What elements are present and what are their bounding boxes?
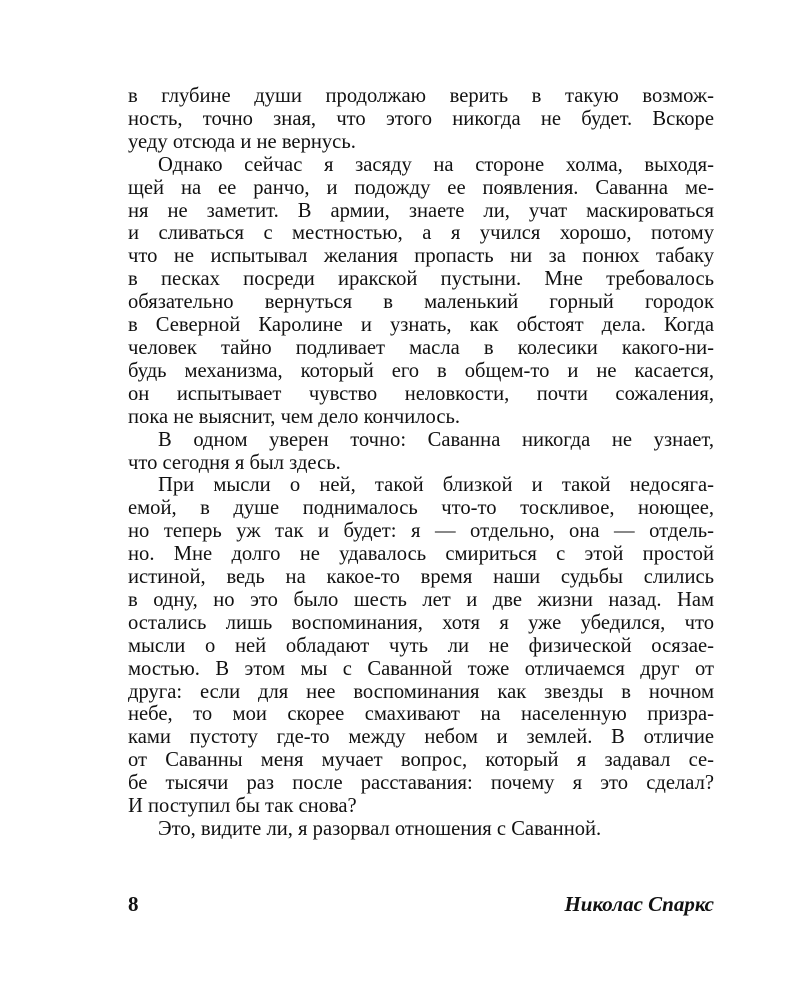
text-line: ками пустоту где-то между небом и землей. В отличие	[128, 726, 714, 749]
text-line: В одном уверен точно: Саванна никогда не узнает,	[158, 428, 714, 451]
text-line: человек тайно подливает масла в колесики какого-ни-	[128, 336, 714, 359]
text-line: обязательно вернуться в маленький горный городок	[128, 291, 714, 314]
text-line: Это, видите ли, я разорвал отношения с Саванной.	[158, 818, 602, 840]
text-line: небе, то мои скорее смахивают на населенную призра-	[128, 703, 714, 726]
text-line: И поступил бы так снова?	[128, 795, 357, 818]
text-line: и сливаться с местностью, а я учился хорошо, потому	[128, 222, 714, 245]
page-number: 8	[128, 892, 139, 916]
text-line: будь механизма, который его в общем-то и не касается,	[128, 359, 714, 382]
text-line: но теперь уж так и будет: я — отдельно, она — отдель-	[128, 520, 714, 543]
text-line: в глубине души продолжаю верить в такую возмож-	[128, 85, 714, 107]
text-line: в Северной Каролине и узнать, как обстоят дела. Когда	[128, 314, 714, 337]
text-line: бе тысячи раз после расставания: почему я это сделал?	[128, 772, 714, 795]
running-author: Николас Спаркс	[564, 892, 714, 916]
text-line: уеду отсюда и не вернусь.	[128, 130, 356, 153]
text-line: пока не выяснит, чем дело кончилось.	[128, 405, 461, 428]
text-line: что не испытывал желания пропасть ни за понюх табаку	[128, 245, 714, 268]
text-line: он испытывает чувство неловкости, почти сожаления,	[128, 382, 714, 405]
text-line: ность, точно зная, что этого никогда не будет. Вскоре	[128, 107, 714, 130]
text-line: щей на ее ранчо, и подожду ее появления. Саванна ме-	[128, 176, 714, 199]
page-body	[128, 85, 714, 841]
text-line: в одну, но это было шесть лет и две жизни назад. Нам	[128, 588, 714, 611]
text-line: мысли о ней обладают чуть ли не физической осязае-	[128, 634, 714, 657]
text-line: ня не заметит. В армии, знаете ли, учат маскироваться	[128, 199, 714, 222]
text-line: истиной, ведь на какое-то время наши судьбы слились	[128, 566, 714, 589]
text-line: При мысли о ней, такой близкой и такой недосяга-	[158, 474, 714, 497]
text-line: емой, в душе поднималось что-то тоскливое, ноющее,	[128, 497, 714, 520]
text-line: что сегодня я был здесь.	[128, 451, 341, 474]
page-footer	[128, 892, 714, 916]
text-line: но. Мне долго не удавалось смириться с этой простой	[128, 543, 714, 566]
text-line: Однако сейчас я засяду на стороне холма, выходя-	[158, 153, 714, 176]
text-line: в песках посреди иракской пустыни. Мне требовалось	[128, 268, 714, 291]
text-line: мостью. В этом мы с Саванной тоже отличаемся друг от	[128, 657, 714, 680]
body-text	[128, 85, 714, 841]
text-line: остались лишь воспоминания, хотя я уже убедился, что	[128, 611, 714, 634]
text-line: друга: если для нее воспоминания как звезды в ночном	[128, 680, 714, 703]
text-line: от Саванны меня мучает вопрос, который я задавал се-	[128, 749, 714, 772]
